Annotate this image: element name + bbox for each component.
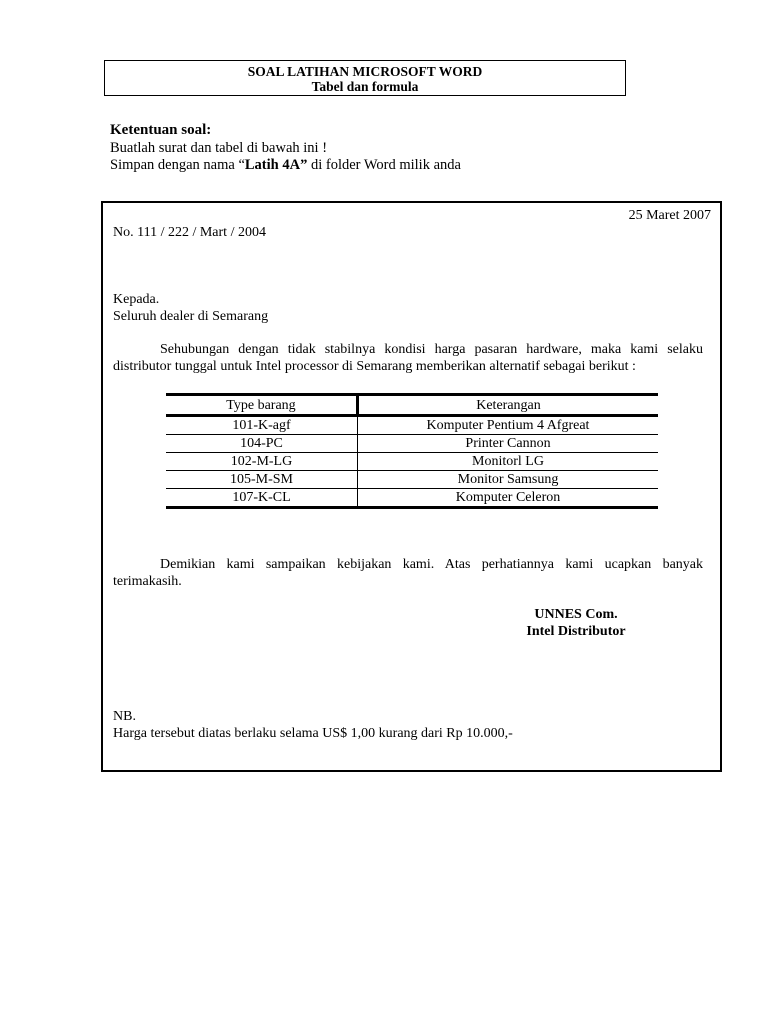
- instructions-heading: Ketentuan soal:: [110, 122, 212, 138]
- letter-paragraph-2: Demikian kami sampaikan kebijakan kami. Atas perhatiannya kami ucapkan banyak terimakasih.: [113, 557, 703, 589]
- table-row: [166, 453, 658, 471]
- table-cell-description: Monitorl LG: [358, 453, 659, 471]
- note-label: NB.: [113, 709, 136, 724]
- signature-block: [521, 606, 631, 640]
- table-cell-description: Monitor Samsung: [358, 471, 659, 489]
- table-cell-type: 107-K-CL: [166, 489, 358, 508]
- exercise-subtitle: Tabel dan formula: [311, 79, 419, 94]
- table-row: [166, 489, 658, 508]
- exercise-title-box: [104, 60, 626, 96]
- table-cell-type: 101-K-agf: [166, 416, 358, 435]
- note-text: Harga tersebut diatas berlaku selama US$ 1,00 kurang dari Rp 10.000,-: [113, 726, 513, 741]
- instruction-line-2-prefix: Simpan dengan nama “: [110, 157, 245, 173]
- signature-title: Intel Distributor: [526, 624, 626, 639]
- letter-number: No. 111 / 222 / Mart / 2004: [113, 225, 266, 240]
- instruction-line-1: Buatlah surat dan tabel di bawah ini !: [110, 140, 328, 156]
- product-table: [166, 393, 658, 509]
- table-cell-type: 104-PC: [166, 435, 358, 453]
- instructions-block: [110, 122, 461, 174]
- recipient-block: [113, 291, 268, 325]
- recipient: Seluruh dealer di Semarang: [113, 309, 269, 324]
- instruction-line-2: [110, 157, 461, 174]
- table-row: [166, 435, 658, 453]
- signature-company: UNNES Com.: [534, 607, 618, 622]
- table-header-row: [166, 395, 658, 416]
- table-cell-description: Komputer Celeron: [358, 489, 659, 508]
- salutation: Kepada.: [113, 292, 160, 307]
- table-row: [166, 416, 658, 435]
- table-row: [166, 471, 658, 489]
- table-cell-type: 102-M-LG: [166, 453, 358, 471]
- note-block: [113, 708, 513, 742]
- instruction-line-2-suffix: di folder Word milik anda: [307, 157, 461, 173]
- instruction-file-name: Latih 4A”: [244, 157, 308, 173]
- letter-frame: [101, 201, 722, 772]
- table-cell-type: 105-M-SM: [166, 471, 358, 489]
- table-header-description: Keterangan: [358, 395, 659, 416]
- letter-date: 25 Maret 2007: [628, 208, 711, 223]
- table-cell-description: Komputer Pentium 4 Afgreat: [358, 416, 659, 435]
- letter-paragraph-1: Sehubungan dengan tidak stabilnya kondisi harga pasaran hardware, maka kami selaku distributor tunggal untuk Intel processor di Semarang memberikan alternatif sebagai berikut :: [113, 342, 703, 374]
- table-cell-description: Printer Cannon: [358, 435, 659, 453]
- exercise-title: SOAL LATIHAN MICROSOFT WORD: [247, 64, 483, 79]
- table-header-type: Type barang: [166, 395, 358, 416]
